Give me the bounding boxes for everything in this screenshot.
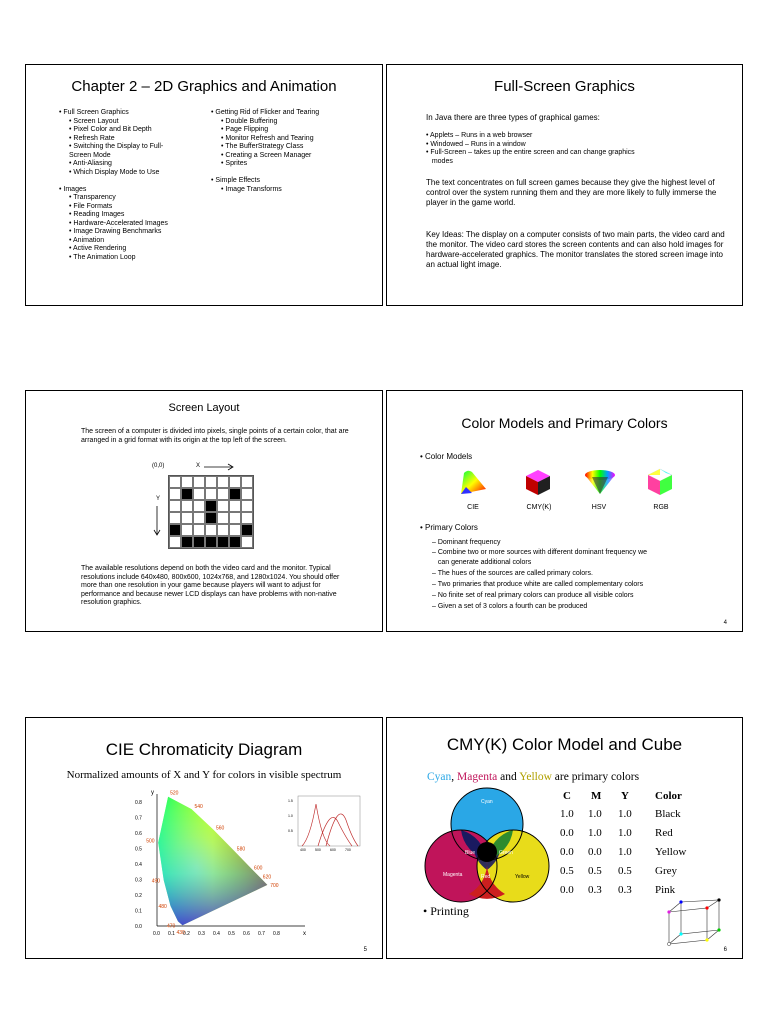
slide-subtitle [427, 771, 639, 783]
subtitle-part: Cyan [427, 771, 452, 783]
bullet-primary-colors: • Primary Colors [420, 523, 478, 532]
pixel-cell [229, 524, 241, 536]
topic-item: • Animation [69, 236, 105, 244]
table-cell: 1.0 [588, 827, 602, 839]
topic-item: • Pixel Color and Bit Depth [69, 126, 152, 133]
cie-chart [40, 786, 370, 942]
page-number: 4 [723, 620, 727, 626]
y-axis-arrow [153, 506, 161, 538]
primary-color-point: – Dominant frequency [432, 539, 501, 546]
pixel-cell [229, 488, 241, 500]
page-number: 5 [363, 947, 367, 953]
table-cell: Black [655, 808, 681, 820]
pixel-cell [241, 476, 253, 488]
slide-color-models [386, 390, 743, 632]
table-cell: 0.0 [560, 846, 574, 858]
table-cell: 1.0 [618, 846, 632, 858]
y-tick: 0.7 [135, 815, 142, 822]
topic-item: • Reading Images [69, 211, 125, 218]
x-axis-label: x [303, 931, 306, 937]
pixel-cell [205, 488, 217, 500]
topic-item: • Image Transforms [221, 185, 282, 193]
table-cell: 0.5 [560, 865, 574, 877]
wavelength-label: 540 [194, 804, 203, 811]
slide-title: Full-Screen Graphics [494, 78, 635, 95]
topic-item [59, 177, 168, 186]
venn-diagram [421, 786, 553, 914]
wavelength-label: 430 [176, 930, 185, 937]
topic-item: • Images [59, 185, 87, 193]
pixel-cell [205, 512, 217, 524]
paragraph-1: The text concentrates on full screen games because they give the highest level of control over the system running them and they are more likely to fully immerse the player in the game world. [426, 178, 717, 207]
hsv-thumbnail [584, 469, 616, 495]
topic-item: • Anti-Aliasing [69, 160, 112, 167]
bullet-color-models: • Color Models [420, 452, 473, 461]
table-cell: 0.0 [560, 884, 574, 896]
venn-label: Yellow [515, 874, 530, 880]
mini-x-tick: 600 [330, 848, 336, 852]
x-tick: 0.6 [243, 931, 250, 937]
cie-thumbnail [458, 467, 488, 497]
topic-item: • Image Drawing Benchmarks [69, 228, 162, 235]
venn-label: Magenta [443, 872, 463, 878]
topic-item: • Transparency [69, 194, 116, 201]
pixel-cell [169, 524, 181, 536]
pixel-cell [241, 500, 253, 512]
pixel-cell [217, 524, 229, 536]
pixel-cell [181, 476, 193, 488]
y-tick: 0.3 [135, 877, 142, 884]
topic-item: • Which Display Mode to Use [69, 168, 160, 176]
wavelength-label: 580 [236, 846, 246, 853]
subtitle-part: Yellow [519, 771, 552, 783]
game-type-list [426, 132, 635, 166]
slide-title: Screen Layout [168, 402, 240, 414]
topic-item: • Screen Layout [69, 117, 119, 125]
y-tick: 0.8 [135, 800, 142, 806]
pixel-cell [217, 488, 229, 500]
game-type-item: • Full-Screen – takes up the entire screen and can change graphics [426, 149, 635, 156]
venn-label: Red [481, 874, 491, 880]
topic-item: • Page Flipping [221, 126, 269, 133]
subtitle-part: and [497, 771, 520, 783]
slide-full-screen-graphics [386, 64, 743, 306]
table-cell: 0.0 [560, 827, 574, 839]
slide-cie-diagram [25, 717, 383, 959]
wavelength-label: 520 [170, 790, 179, 797]
subtitle-part: , [451, 771, 458, 783]
topic-item: • Switching the Display to Full- [69, 143, 164, 150]
mini-x-tick: 500 [315, 848, 321, 852]
model-label: HSV [591, 504, 607, 511]
topic-item: • Simple Effects [211, 177, 261, 184]
slide-title: CMY(K) Color Model and Cube [446, 735, 683, 754]
model-label: CMY(K) [526, 504, 552, 511]
bullet-printing: • Printing [423, 904, 469, 918]
pixel-cell [169, 536, 181, 548]
x-tick: 0.3 [198, 931, 205, 937]
wavelength-label: 600 [254, 865, 263, 872]
pixel-cell [229, 536, 241, 548]
x-tick: 0.4 [213, 931, 220, 937]
wavelength-label: 500 [146, 838, 155, 845]
table-cell: 0.5 [588, 865, 602, 877]
slide-chapter-2 [25, 64, 383, 306]
topic-item: • Double Buffering [221, 117, 278, 125]
x-axis-arrow [204, 463, 236, 471]
topic-list-right [211, 109, 319, 194]
paragraph-2: Key Ideas: The display on a computer consists of two main parts, the video card and the monitor. The video card stores the screen contents and can also hold images for hardware-accelerated graphics. The monitor translates the stored screen image into an actual light image. [426, 230, 725, 269]
topic-item: • Active Rendering [69, 245, 127, 252]
topic-list-left [59, 109, 168, 262]
topic-item: • The Animation Loop [69, 253, 136, 261]
y-axis-label: Y [156, 496, 161, 502]
slide-title: CIE Chromaticity Diagram [105, 740, 303, 759]
pixel-cell [193, 536, 205, 548]
game-type-item: • Applets – Runs in a web browser [426, 132, 533, 139]
pixel-cell [193, 476, 205, 488]
subtitle-part: are primary colors [551, 771, 640, 783]
x-tick: 0.7 [258, 931, 265, 937]
wavelength-label: 480 [158, 903, 167, 910]
topic-item: • Sprites [221, 160, 248, 167]
model-label: RGB [653, 504, 669, 511]
wavelength-label: 470 [167, 923, 176, 930]
paragraph-1: The screen of a computer is divided into pixels, single points of a certain color, that are arranged in a grid format with its origin at the top left of the screen. [81, 428, 349, 444]
x-tick: 0.8 [273, 931, 280, 937]
y-tick: 0.4 [135, 862, 142, 868]
mini-y-tick: 1.5 [288, 799, 293, 803]
venn-label: Blue [465, 850, 476, 856]
pixel-cell [229, 500, 241, 512]
primary-color-point: – No finite set of real primary colors can produce all visible colors [432, 592, 634, 599]
pixel-cell [169, 512, 181, 524]
pixel-grid [168, 475, 254, 549]
topic-item: • File Formats [69, 202, 113, 210]
table-cell: Yellow [655, 846, 687, 858]
cmyk-thumbnail [524, 468, 552, 496]
pixel-cell [193, 500, 205, 512]
primary-color-point: – Two primaries that produce white are called complementary colors [432, 581, 644, 588]
table-cell: Red [655, 827, 673, 839]
table-header: Color [655, 790, 682, 802]
wavelength-label: 560 [215, 825, 225, 832]
table-header: C [563, 790, 571, 802]
pixel-cell [169, 476, 181, 488]
y-tick: 0.5 [135, 846, 142, 853]
table-cell: 1.0 [618, 808, 632, 820]
slide-subtitle: Normalized amounts of X and Y for colors in visible spectrum [66, 769, 342, 781]
topic-item: • Refresh Rate [69, 134, 115, 142]
pixel-cell [181, 536, 193, 548]
origin-label: (0,0) [152, 463, 165, 469]
primary-color-point: – Combine two or more sources with different dominant frequency we [432, 549, 648, 556]
y-axis-label: y [151, 790, 154, 796]
pixel-cell [241, 524, 253, 536]
table-header: M [591, 790, 602, 802]
topic-item: • Creating a Screen Manager [221, 151, 312, 159]
pixel-cell [241, 488, 253, 500]
slide-title: Color Models and Primary Colors [461, 415, 668, 431]
pixel-cell [217, 500, 229, 512]
slide-cmyk [386, 717, 743, 959]
x-tick: 0.0 [153, 931, 160, 937]
primary-color-points [432, 537, 647, 612]
table-cell: 1.0 [618, 827, 632, 839]
table-cell: 0.5 [618, 865, 632, 877]
primary-color-point: – The hues of the sources are called primary colors. [432, 570, 593, 577]
table-cell: 0.3 [618, 884, 632, 896]
primary-color-point: – Given a set of 3 colors a fourth can be produced [432, 603, 588, 610]
table-cell: 1.0 [560, 808, 574, 820]
y-tick: 0.6 [135, 831, 142, 837]
pixel-cell [193, 524, 205, 536]
pixel-cell [181, 524, 193, 536]
wavelength-label: 620 [262, 874, 272, 881]
mini-x-tick: 400 [300, 848, 306, 852]
slide-screen-layout [25, 390, 383, 632]
pixel-cell [205, 500, 217, 512]
table-cell: Grey [655, 865, 677, 877]
pixel-cell [217, 476, 229, 488]
table-cell: 1.0 [588, 808, 602, 820]
color-cube-diagram [649, 898, 729, 956]
topic-item: • Full Screen Graphics [59, 109, 129, 116]
pixel-cell [241, 512, 253, 524]
page-number: 6 [723, 947, 727, 953]
table-header: Y [621, 790, 629, 802]
mini-y-tick: 1.0 [288, 814, 293, 818]
wavelength-label: 490 [151, 878, 161, 885]
paragraph-2: The available resolutions depend on both the video card and the monitor. Typical resolutions include 640x480, 800x600, 1024x768, and 1280x1024. You should offer more than one resolution in your game because players will want to adjust for performance and because newer LCD displays can have problems with non-native resolution graphics. [81, 565, 340, 606]
topic-item: • Monitor Refresh and Tearing [221, 134, 314, 142]
pixel-cell [205, 536, 217, 548]
intro-text: In Java there are three types of graphical games: [426, 113, 600, 122]
x-tick: 0.1 [168, 931, 175, 937]
topic-item: Screen Mode [69, 151, 111, 159]
game-type-item: modes [426, 157, 453, 165]
x-tick: 0.5 [228, 931, 235, 937]
game-type-item: • Windowed – Runs in a window [426, 140, 526, 148]
y-tick: 0.1 [135, 908, 142, 915]
table-cell: Pink [655, 884, 676, 896]
pixel-cell [193, 512, 205, 524]
pixel-cell [205, 476, 217, 488]
mini-y-tick: 0.5 [288, 829, 293, 833]
subtitle-part: Magenta [457, 771, 498, 783]
slide-title: Chapter 2 – 2D Graphics and Animation [71, 78, 337, 95]
topic-item: • The BufferStrategy Class [221, 143, 304, 150]
pixel-cell [217, 512, 229, 524]
topic-item [211, 169, 319, 178]
topic-item: • Hardware-Accelerated Images [69, 219, 168, 227]
table-cell: 0.3 [588, 884, 602, 896]
y-tick: 0.2 [135, 893, 142, 899]
primary-color-point: can generate additional colors [432, 559, 532, 566]
rgb-thumbnail [646, 467, 674, 497]
pixel-cell [169, 488, 181, 500]
model-label: CIE [467, 504, 479, 511]
x-axis-label: X [196, 463, 201, 469]
venn-label: Green [499, 850, 513, 856]
table-cell: 0.0 [588, 846, 602, 858]
pixel-cell [229, 512, 241, 524]
pixel-cell [181, 512, 193, 524]
venn-label: Cyan [481, 799, 493, 805]
pixel-cell [181, 488, 193, 500]
topic-item: • Getting Rid of Flicker and Tearing [211, 109, 320, 116]
pixel-cell [217, 536, 229, 548]
wavelength-label: 700 [270, 882, 279, 889]
pixel-cell [205, 524, 217, 536]
pixel-cell [229, 476, 241, 488]
pixel-cell [193, 488, 205, 500]
mini-x-tick: 700 [345, 848, 351, 852]
pixel-cell [241, 536, 253, 548]
y-tick: 0.0 [135, 924, 142, 930]
pixel-cell [181, 500, 193, 512]
pixel-cell [169, 500, 181, 512]
x-tick: 0.2 [183, 931, 190, 937]
